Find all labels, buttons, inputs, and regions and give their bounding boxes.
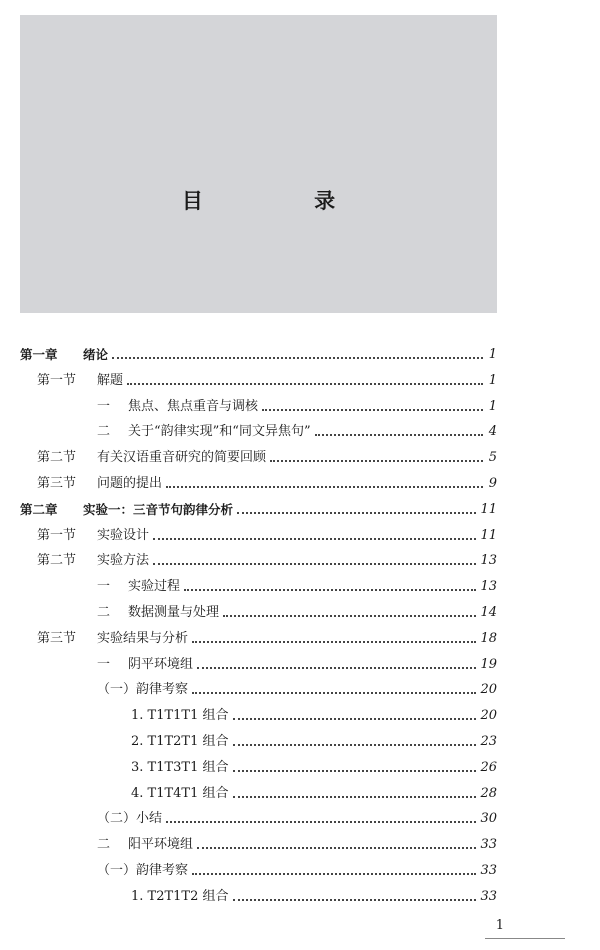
toc-entry-title: 焦点、焦点重音与调核 bbox=[128, 398, 259, 414]
toc-entry-number: 第一节 bbox=[37, 527, 77, 543]
dot-leader bbox=[153, 538, 476, 540]
title-banner bbox=[20, 15, 497, 313]
page-number: 1 bbox=[495, 918, 504, 933]
toc-entry-number: 一 bbox=[97, 656, 111, 672]
toc-entry[interactable] bbox=[97, 653, 497, 677]
toc-entry-number: 第三节 bbox=[37, 476, 77, 491]
toc-entry-page: 13 bbox=[480, 553, 497, 569]
page-number-rule bbox=[485, 938, 565, 939]
toc-entry-title: 关于“韵律实现”和“同文异焦句” bbox=[128, 424, 311, 440]
dot-leader bbox=[153, 563, 476, 565]
toc-entry-title: 1. T2T1T2 组合 bbox=[131, 888, 229, 904]
toc-entry-number: 第二章 bbox=[20, 501, 58, 517]
toc-entry-title: 阴平环境组 bbox=[128, 656, 194, 672]
toc-entry-number: 二 bbox=[97, 837, 111, 853]
toc-entry[interactable] bbox=[20, 343, 497, 367]
toc-entry-page: 1 bbox=[488, 398, 497, 414]
dot-leader bbox=[192, 641, 476, 643]
toc-entry-title: （一）韵律考察 bbox=[97, 682, 189, 698]
dot-leader bbox=[112, 357, 483, 359]
dot-leader bbox=[166, 486, 483, 488]
toc-entry-page: 14 bbox=[480, 605, 497, 620]
toc-entry[interactable] bbox=[97, 601, 497, 625]
toc-entry-page: 30 bbox=[480, 811, 497, 827]
page-title: 目 录 bbox=[181, 189, 388, 213]
toc-entry-page: 4 bbox=[488, 424, 497, 440]
toc-entry[interactable] bbox=[97, 807, 497, 831]
toc-entry[interactable] bbox=[97, 678, 497, 702]
toc-entry-page: 9 bbox=[488, 476, 497, 491]
toc-entry-number: 第一节 bbox=[37, 372, 77, 388]
toc-entry[interactable] bbox=[37, 627, 497, 651]
toc-entry-title: （一）韵律考察 bbox=[97, 863, 189, 878]
toc-entry-page: 11 bbox=[480, 527, 497, 543]
toc-entry[interactable] bbox=[131, 782, 497, 806]
toc-entry-page: 33 bbox=[480, 888, 497, 904]
toc-entry-title: 4. T1T4T1 组合 bbox=[131, 785, 229, 801]
toc-entry-title: 阳平环境组 bbox=[128, 837, 194, 853]
toc-entry[interactable] bbox=[37, 524, 497, 548]
dot-leader bbox=[233, 718, 477, 720]
toc-entry-page: 23 bbox=[480, 734, 497, 749]
toc-entry-number: 一 bbox=[97, 398, 111, 414]
dot-leader bbox=[270, 460, 483, 462]
toc-entry-title: 2. T1T2T1 组合 bbox=[131, 734, 229, 749]
toc-entry-page: 19 bbox=[480, 656, 497, 672]
toc-entry-title: 数据测量与处理 bbox=[128, 605, 220, 620]
toc-entry-page: 20 bbox=[480, 708, 497, 724]
toc-entry-page: 28 bbox=[480, 785, 497, 801]
dot-leader bbox=[184, 589, 476, 591]
dot-leader bbox=[166, 821, 476, 823]
toc-entry[interactable] bbox=[131, 885, 497, 909]
toc-entry-title: 实验过程 bbox=[128, 579, 181, 595]
toc-entry-page: 20 bbox=[480, 682, 497, 698]
toc-entry-title: 3. T1T3T1 组合 bbox=[131, 759, 229, 775]
dot-leader bbox=[192, 692, 476, 694]
dot-leader bbox=[233, 770, 477, 772]
toc-entry-title: （二）小结 bbox=[97, 811, 163, 827]
dot-leader bbox=[262, 409, 483, 411]
dot-leader bbox=[223, 615, 476, 617]
toc-entry-number: 二 bbox=[97, 424, 111, 440]
toc-entry-title: 问题的提出 bbox=[97, 476, 163, 491]
toc-entry-title: 实验方法 bbox=[97, 553, 150, 569]
toc-entry[interactable] bbox=[97, 859, 497, 883]
toc-entry-number: 第一章 bbox=[20, 347, 58, 362]
dot-leader bbox=[192, 873, 476, 875]
dot-leader bbox=[197, 667, 476, 669]
dot-leader bbox=[233, 744, 477, 746]
toc-entry-page: 26 bbox=[480, 759, 497, 775]
toc-entry[interactable] bbox=[131, 704, 497, 728]
toc-entry[interactable] bbox=[20, 498, 497, 522]
toc-entry-title: 有关汉语重音研究的简要回顾 bbox=[97, 450, 267, 466]
toc-entry-page: 1 bbox=[488, 347, 497, 362]
dot-leader bbox=[127, 383, 483, 385]
toc-entry-title: 实验一：三音节句韵律分析 bbox=[83, 501, 234, 517]
toc-entry-page: 33 bbox=[480, 863, 497, 878]
toc-entry-number: 第二节 bbox=[37, 553, 77, 569]
dot-leader bbox=[237, 512, 476, 514]
toc-entry-page: 11 bbox=[480, 501, 497, 517]
toc-entry[interactable] bbox=[37, 472, 497, 496]
toc-entry[interactable] bbox=[97, 395, 497, 419]
toc-entry-page: 33 bbox=[480, 837, 497, 853]
toc-entry[interactable] bbox=[131, 756, 497, 780]
toc-entry[interactable] bbox=[37, 549, 497, 573]
toc-entry-title: 绪论 bbox=[83, 347, 109, 362]
dot-leader bbox=[197, 847, 476, 849]
toc-entry[interactable] bbox=[97, 420, 497, 444]
toc-entry-title: 实验结果与分析 bbox=[97, 630, 189, 646]
toc-entry-number: 二 bbox=[97, 605, 111, 620]
dot-leader bbox=[233, 899, 477, 901]
toc-entry-page: 5 bbox=[488, 450, 497, 466]
toc-entry[interactable] bbox=[37, 369, 497, 393]
toc-entry[interactable] bbox=[37, 446, 497, 470]
toc-entry[interactable] bbox=[97, 575, 497, 599]
toc-entry-page: 13 bbox=[480, 579, 497, 595]
dot-leader bbox=[315, 434, 483, 436]
toc-entry[interactable] bbox=[97, 833, 497, 857]
toc-entry-number: 一 bbox=[97, 579, 111, 595]
toc-entry[interactable] bbox=[131, 730, 497, 754]
toc-entry-title: 解题 bbox=[97, 372, 124, 388]
toc-entry-page: 18 bbox=[480, 630, 497, 646]
toc-entry-page: 1 bbox=[488, 372, 497, 388]
toc-entry-title: 实验设计 bbox=[97, 527, 150, 543]
toc-entry-title: 1. T1T1T1 组合 bbox=[131, 708, 229, 724]
toc-entry-number: 第三节 bbox=[37, 630, 77, 646]
toc-entry-number: 第二节 bbox=[37, 450, 77, 466]
dot-leader bbox=[233, 796, 477, 798]
